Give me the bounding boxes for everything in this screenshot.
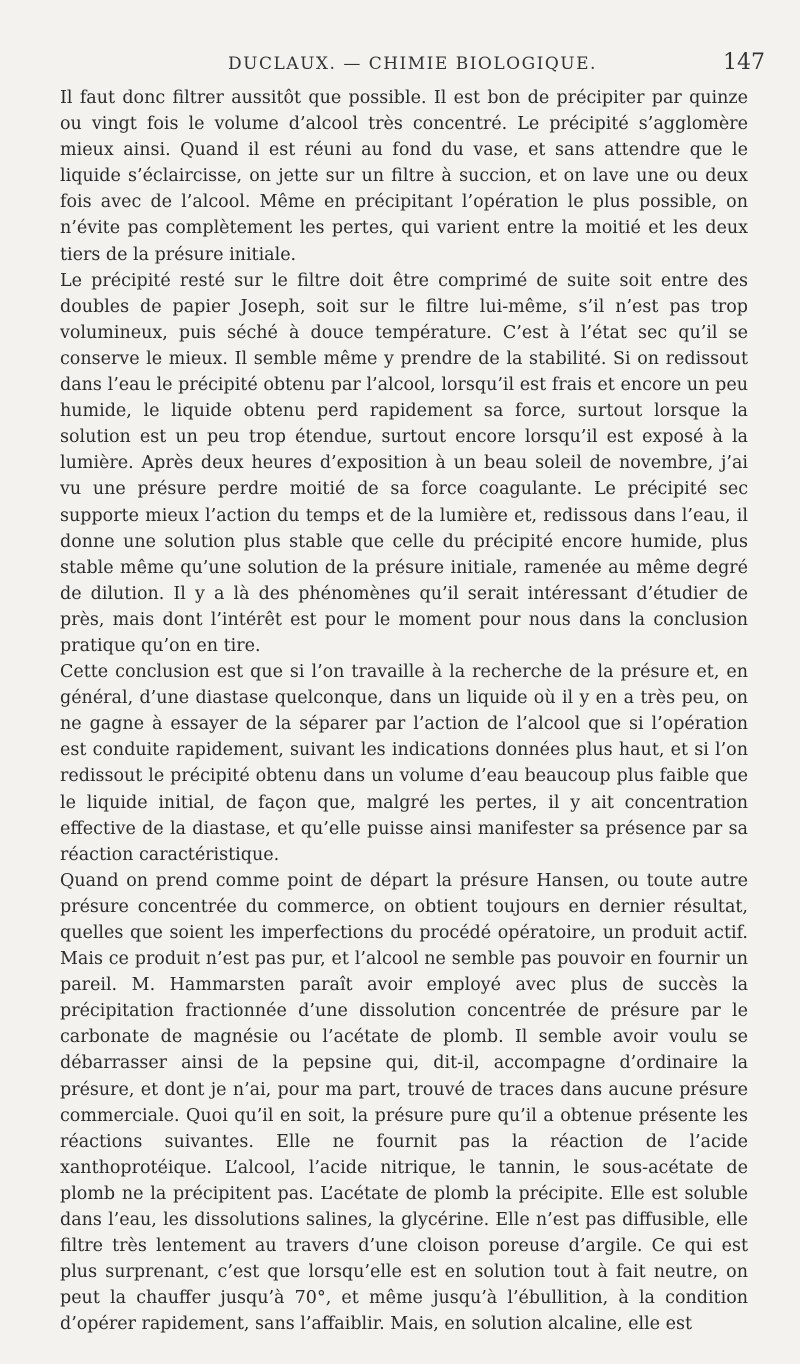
paragraph-1: Il faut donc filtrer aussitôt que possible. Il est bon de précipiter par quinze ou vingt fois le volume d’alcool très concentré. Le précipité s’agglomère mieux ainsi. Quand il est réuni au fond du vase, et sans attendre que le liquide s’éclaircisse, on jette sur un filtre à succion, et on lave une ou deux fois avec de l’alcool. Même en précipitant l’opération le plus possible, on n’évite pas complètement les pertes, qui varient entre la moitié et les deux tiers de la présure initiale.	[60, 88, 748, 265]
running-title: DUCLAUX. — CHIMIE BIOLOGIQUE.	[228, 54, 597, 74]
page-header	[60, 50, 765, 80]
paragraph-2: Le précipité resté sur le filtre doit être comprimé de suite soit entre des doubles de papier Joseph, soit sur le filtre lui-même, s’il n’est pas trop volumineux, puis séché à douce température. C’est à l’état sec qu’il se conserve le mieux. Il semble même y prendre de la stabilité. Si on redissout dans l’eau le précipité obtenu par l’alcool, lorsqu’il est frais et encore un peu humide, le liquide obtenu perd rapidement sa force, surtout lorsque la solution est un peu trop étendue, surtout encore lorsqu’il est exposé à la lumière. Après deux heures d’exposition à un beau soleil de novembre, j’ai vu une présure perdre moitié de sa force coagulante. Le précipité sec supporte mieux l’action du temps et de la lumière et, redissous dans l’eau, il donne une solution plus stable que celle du précipité encore humide, plus stable même qu’une solution de la présure initiale, ramenée au même degré de dilution. Il y a là des phénomènes qu’il serait intéressant d’étudier de près, mais dont l’intérêt est pour le moment pour nous dans la conclusion pratique qu’on en tire.	[60, 270, 748, 656]
paragraph-4: Quand on prend comme point de départ la présure Hansen, ou toute autre présure concentrée du commerce, on obtient toujours en dernier résultat, quelles que soient les imperfections du procédé opératoire, un produit actif. Mais ce produit n’est pas pur, et l’alcool ne semble pas pouvoir en fournir un pareil. M. Hammarsten paraît avoir employé avec plus de succès la précipitation fractionnée d’une dissolution concentrée de présure par le carbonate de magnésie ou l’acétate de plomb. Il semble avoir voulu se débarrasser ainsi de la pepsine qui, dit-il, accompagne d’ordinaire la présure, et dont je n’ai, pour ma part, trouvé de traces dans aucune présure commerciale. Quoi qu’il en soit, la présure pure qu’il a obtenue présente les réactions suivantes. Elle ne fournit pas la réaction de l’acide xanthoprotéique. L’alcool, l’acide nitrique, le tannin, le sous-acétate de plomb ne la précipitent pas. L’acétate de plomb la précipite. Elle est soluble dans l’eau, les dissolutions salines, la glycérine. Elle n’est pas diffusible, elle filtre très lentement au travers d’une cloison poreuse d’argile. Ce qui est plus surprenant, c’est que lorsqu’elle est en solution tout à fait neutre, on peut la chauffer jusqu’à 70°, et même jusqu’à l’ébullition, à la condition d’opérer rapidement, sans l’affaiblir. Mais, en solution alcaline, elle est	[60, 870, 748, 1335]
page-number: 147	[723, 50, 765, 75]
paragraph-3: Cette conclusion est que si l’on travaille à la recherche de la présure et, en général, d’une diastase quelconque, dans un liquide où il y en a très peu, on ne gagne à essayer de la séparer par l’action de l’alcool que si l’opération est conduite rapidement, suivant les indications données plus haut, et si l’on redissout le précipité obtenu dans un volume d’eau beaucoup plus faible que le liquide initial, de façon que, malgré les pertes, il y ait concentration effective de la diastase, et qu’elle puisse ainsi manifester sa présence par sa réaction caractéristique.	[60, 662, 748, 865]
body-text	[60, 85, 748, 1338]
